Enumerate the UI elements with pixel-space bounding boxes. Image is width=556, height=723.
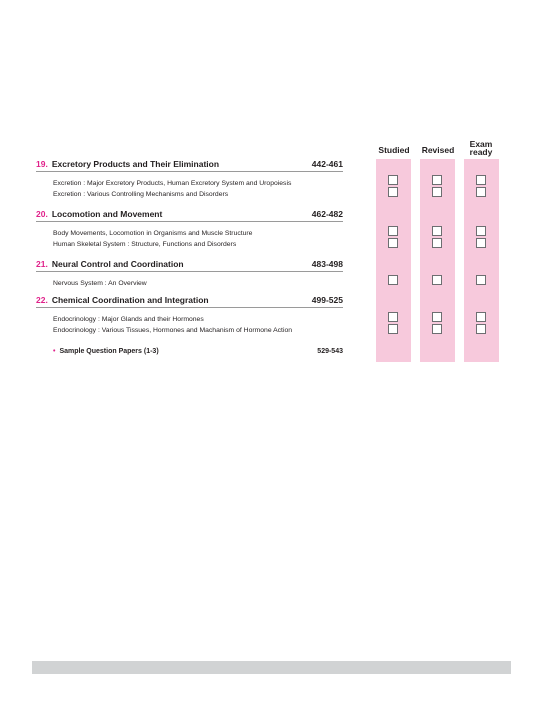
exam-ready-checkbox[interactable] — [476, 275, 486, 285]
studied-checkbox[interactable] — [388, 324, 398, 334]
chapter-title: Neural Control and Coordination — [51, 259, 184, 269]
sample-papers-row — [53, 348, 343, 355]
topic-list — [53, 178, 343, 200]
topic-list — [53, 278, 343, 289]
exam-ready-checkbox[interactable] — [476, 324, 486, 334]
exam-ready-header — [456, 140, 506, 156]
chapter-pages: 483-498 — [311, 259, 343, 269]
chapter-title: Locomotion and Movement — [51, 209, 163, 219]
studied-checkbox[interactable] — [388, 175, 398, 185]
revised-checkbox[interactable] — [432, 324, 442, 334]
exam-ready-checkbox[interactable] — [476, 175, 486, 185]
topic-list — [53, 314, 343, 336]
sample-bullet: • — [53, 348, 56, 355]
chapter-number: 22. — [36, 295, 48, 305]
chapter-title: Excretory Products and Their Elimination — [51, 159, 220, 169]
chapter-number: 21. — [36, 259, 48, 269]
topic-item: Body Movements, Locomotion in Organisms and Muscle Structure — [53, 230, 253, 237]
chapter-pages: 462-482 — [311, 209, 343, 219]
chapter-title-row — [36, 295, 343, 308]
exam-ready-header-line2: ready — [469, 147, 493, 157]
chapter-title: Chemical Coordination and Integration — [51, 295, 209, 305]
topic-item: Excretion : Major Excretory Products, Human Excretory System and Uropoiesis — [53, 180, 292, 187]
exam-ready-checkbox[interactable] — [476, 238, 486, 248]
chapter-20 — [36, 209, 343, 250]
topic-item: Endocrinology : Various Tissues, Hormones and Machanism of Hormone Action — [53, 327, 293, 334]
studied-checkbox[interactable] — [388, 275, 398, 285]
revised-header: Revised — [421, 145, 455, 155]
chapter-title-row — [36, 209, 343, 222]
footer-bar — [32, 661, 511, 674]
topic-item: Excretion : Various Controlling Mechanisms and Disorders — [53, 191, 229, 198]
chapter-22 — [36, 295, 343, 336]
exam-ready-header-line1: Exam — [469, 139, 493, 149]
revised-checkbox[interactable] — [432, 238, 442, 248]
revised-checkbox[interactable] — [432, 312, 442, 322]
chapter-pages: 442-461 — [311, 159, 343, 169]
exam-ready-checkbox[interactable] — [476, 187, 486, 197]
exam-ready-checkbox[interactable] — [476, 312, 486, 322]
revised-checkbox[interactable] — [432, 187, 442, 197]
exam-ready-checkbox[interactable] — [476, 226, 486, 236]
topic-item: Endocrinology : Major Glands and their Hormones — [53, 316, 204, 323]
studied-checkbox[interactable] — [388, 187, 398, 197]
chapter-number: 19. — [36, 159, 48, 169]
revised-checkbox[interactable] — [432, 275, 442, 285]
sample-papers-label: Sample Question Papers (1-3) — [59, 348, 159, 355]
studied-checkbox[interactable] — [388, 238, 398, 248]
studied-checkbox[interactable] — [388, 226, 398, 236]
chapter-19 — [36, 159, 343, 200]
revised-checkbox[interactable] — [432, 175, 442, 185]
topic-item: Nervous System : An Overview — [53, 280, 147, 287]
revised-checkbox[interactable] — [432, 226, 442, 236]
chapter-title-row — [36, 259, 343, 272]
topic-item: Human Skeletal System : Structure, Functions and Disorders — [53, 241, 237, 248]
chapter-21 — [36, 259, 343, 289]
studied-checkbox[interactable] — [388, 312, 398, 322]
sample-papers-pages: 529-543 — [317, 348, 343, 355]
topic-list — [53, 228, 343, 250]
chapter-pages: 499-525 — [311, 295, 343, 305]
chapter-title-row — [36, 159, 343, 172]
studied-header: Studied — [378, 145, 410, 155]
chapter-number: 20. — [36, 209, 48, 219]
